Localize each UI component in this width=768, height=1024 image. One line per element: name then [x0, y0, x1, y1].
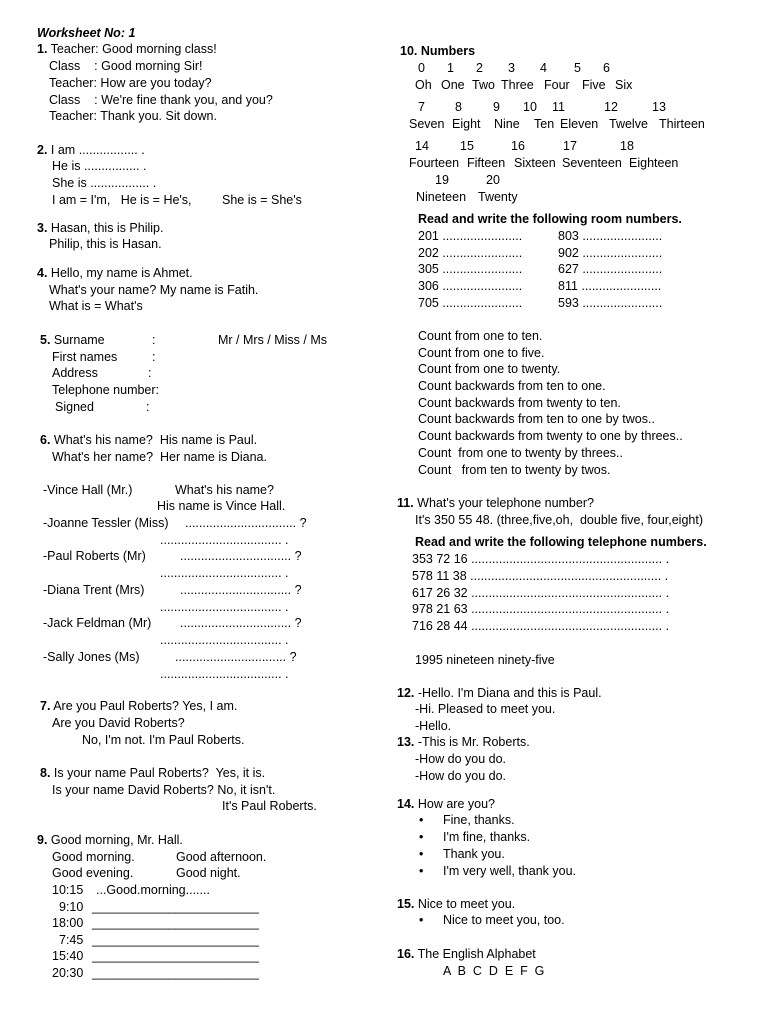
- time-1-answer: ...Good.morning.......: [96, 883, 210, 897]
- worksheet-title: Worksheet No: 1: [37, 26, 136, 40]
- number-word: Six: [615, 78, 633, 92]
- count-instruction: Count from one to ten.: [418, 329, 543, 343]
- count-instruction: Count backwards from twenty to ten.: [418, 396, 621, 410]
- room-left: 201 .......................: [418, 229, 523, 243]
- alphabet-letters: A B C D E F G: [443, 964, 545, 978]
- time-2: 9:10: [59, 900, 84, 914]
- section-15-line-1: [397, 896, 515, 912]
- bullet-item: • I'm very well, thank you.: [443, 863, 576, 879]
- section-4-line-3: What is = What's: [49, 299, 143, 313]
- bullet-item: • I'm fine, thanks.: [443, 829, 530, 845]
- name-diana: -Diana Trent (Mrs): [43, 583, 145, 597]
- section-number: 9.: [37, 833, 48, 847]
- section-5-telephone: Telephone number:: [52, 383, 160, 397]
- text: The English Alphabet: [414, 947, 536, 961]
- room-numbers-heading: Read and write the following room numbers.: [418, 212, 682, 226]
- digit: 15: [460, 139, 474, 153]
- digit: 13: [652, 100, 666, 114]
- room-right: 902 .......................: [558, 246, 663, 260]
- colon: :: [152, 333, 156, 347]
- bullet-item: • Nice to meet you, too.: [443, 912, 565, 928]
- section-8-line-1: [40, 765, 265, 781]
- answer-blank: ................................... .: [160, 667, 289, 681]
- section-12-line-1: [397, 685, 602, 701]
- section-5-address: Address: [52, 366, 98, 380]
- question-blank: ................................ ?: [175, 650, 297, 664]
- section-number: 6.: [40, 433, 51, 447]
- digit: 12: [604, 100, 618, 114]
- greeting-evening: Good evening.: [52, 866, 134, 880]
- section-4-line-1: [37, 265, 193, 281]
- section-3-line-1: [37, 220, 163, 236]
- digit: 6: [603, 61, 610, 75]
- text: I am ................. .: [47, 143, 145, 157]
- digit: 7: [418, 100, 425, 114]
- count-instruction: Count from one to twenty by threes..: [418, 446, 623, 460]
- digit: 2: [476, 61, 483, 75]
- digit: 9: [493, 100, 500, 114]
- digit: 14: [415, 139, 429, 153]
- digit: 5: [574, 61, 581, 75]
- answer-blank: ................................... .: [160, 633, 289, 647]
- section-1-line-5: Teacher: Thank you. Sit down.: [49, 109, 217, 123]
- text: -This is Mr. Roberts.: [414, 735, 530, 749]
- time-5: 15:40: [52, 949, 84, 963]
- section-number: 16.: [397, 947, 415, 961]
- count-instruction: Count backwards from ten to one by twos..: [418, 412, 655, 426]
- section-8-line-3: It's Paul Roberts.: [222, 799, 317, 813]
- section-number: 5.: [40, 333, 51, 347]
- colon: :: [146, 400, 150, 414]
- section-number: 12.: [397, 686, 415, 700]
- section-number: 13.: [397, 735, 415, 749]
- section-number: 10.: [400, 44, 418, 58]
- text: Are you Paul Roberts? Yes, I am.: [50, 699, 238, 713]
- count-instruction: Count from one to twenty.: [418, 362, 561, 376]
- room-right: 803 .......................: [558, 229, 663, 243]
- digit: 20: [486, 173, 500, 187]
- number-word: Seventeen: [562, 156, 622, 170]
- bullet-item: • Fine, thanks.: [443, 812, 515, 828]
- question-blank: ................................ ?: [180, 549, 302, 563]
- number-word: Nineteen: [416, 190, 467, 204]
- section-13-line-3: -How do you do.: [415, 769, 507, 783]
- room-left: 305 .......................: [418, 262, 523, 276]
- section-3-line-2: Philip, this is Hasan.: [49, 237, 162, 251]
- answer-line: ________________________: [92, 916, 259, 930]
- section-2-line-2: He is ................ .: [52, 159, 147, 173]
- number-word: Two: [472, 78, 495, 92]
- bullet-item: • Thank you.: [443, 846, 505, 862]
- section-14-line-1: [397, 796, 495, 812]
- section-7-line-3: No, I'm not. I'm Paul Roberts.: [82, 733, 245, 747]
- section-5-surname: [40, 332, 105, 348]
- text: Nice to meet you.: [414, 897, 516, 911]
- section-10-heading: [400, 43, 475, 59]
- name-vince: -Vince Hall (Mr.): [43, 483, 133, 497]
- text: Hasan, this is Philip.: [47, 221, 164, 235]
- name-jack: -Jack Feldman (Mr): [43, 616, 152, 630]
- count-instruction: Count backwards from ten to one.: [418, 379, 606, 393]
- section-1-line-3: Teacher: How are you today?: [49, 76, 212, 90]
- text: Hello, my name is Ahmet.: [47, 266, 193, 280]
- digit: 8: [455, 100, 462, 114]
- section-5-titles: Mr / Mrs / Miss / Ms: [218, 333, 328, 347]
- answer-line: ________________________: [92, 966, 259, 980]
- section-1-line-2: Class : Good morning Sir!: [49, 59, 203, 73]
- answer-line: ________________________: [92, 949, 259, 963]
- number-word: Five: [582, 78, 606, 92]
- section-13-line-1: [397, 734, 530, 750]
- section-8-line-2: Is your name David Roberts? No, it isn't.: [52, 783, 276, 797]
- answer-blank: ................................... .: [160, 533, 289, 547]
- number-word: Eighteen: [629, 156, 679, 170]
- room-left: 202 .......................: [418, 246, 523, 260]
- question-blank: ................................ ?: [185, 516, 307, 530]
- section-12-line-2: -Hi. Pleased to meet you.: [415, 702, 556, 716]
- section-1-line-1: [37, 41, 217, 57]
- section-6-line-2: What's her name? Her name is Diana.: [52, 450, 267, 464]
- digit: 17: [563, 139, 577, 153]
- number-word: Nine: [494, 117, 520, 131]
- number-word: Twenty: [478, 190, 518, 204]
- number-word: Eight: [452, 117, 481, 131]
- digit: 4: [540, 61, 547, 75]
- section-5-signed: Signed: [55, 400, 94, 414]
- section-6-line-1: [40, 432, 257, 448]
- digit: 1: [447, 61, 454, 75]
- text: Good morning, Mr. Hall.: [47, 833, 183, 847]
- answer-line: ________________________: [92, 900, 259, 914]
- number-word: Ten: [534, 117, 555, 131]
- number-word: Sixteen: [514, 156, 556, 170]
- phone-number: 716 28 44 ....................................................... .: [412, 619, 670, 633]
- answer-line: ________________________: [92, 933, 259, 947]
- digit: 11: [552, 100, 565, 114]
- section-2-line-3: She is ................. .: [52, 176, 157, 190]
- room-right: 593 .......................: [558, 296, 663, 310]
- section-11-line-2: It's 350 55 48. (three,five,oh, double five, four,eight): [415, 513, 703, 527]
- text: Teacher: Good morning class!: [47, 42, 217, 56]
- section-number: 1.: [37, 42, 48, 56]
- number-word: Thirteen: [659, 117, 705, 131]
- section-2-line-5: She is = She's: [222, 193, 302, 207]
- digit: 19: [435, 173, 449, 187]
- text: -Hello. I'm Diana and this is Paul.: [414, 686, 602, 700]
- section-number: 2.: [37, 143, 48, 157]
- number-word: Oh: [415, 78, 432, 92]
- section-1-line-4: Class : We're fine thank you, and you?: [49, 93, 273, 107]
- count-instruction: Count from one to five.: [418, 346, 545, 360]
- time-6: 20:30: [52, 966, 84, 980]
- number-word: Twelve: [609, 117, 648, 131]
- room-left: 705 .......................: [418, 296, 523, 310]
- question-blank: ................................ ?: [180, 583, 302, 597]
- time-3: 18:00: [52, 916, 84, 930]
- digit: 3: [508, 61, 515, 75]
- number-word: Fourteen: [409, 156, 460, 170]
- question-blank: ................................ ?: [180, 616, 302, 630]
- text: What's your telephone number?: [413, 496, 594, 510]
- section-number: 3.: [37, 221, 48, 235]
- section-number: 15.: [397, 897, 415, 911]
- section-7-line-1: [40, 698, 237, 714]
- text: Is your name Paul Roberts? Yes, it is.: [50, 766, 266, 780]
- text: What's his name? His name is Paul.: [50, 433, 258, 447]
- section-number: 14.: [397, 797, 415, 811]
- time-1: 10:15: [52, 883, 84, 897]
- section-9-line-1: [37, 832, 183, 848]
- number-word: Three: [501, 78, 534, 92]
- colon: :: [152, 350, 156, 364]
- answer-blank: ................................... .: [160, 600, 289, 614]
- number-word: Fifteen: [467, 156, 506, 170]
- number-word: Seven: [409, 117, 445, 131]
- question-example: What's his name?: [175, 483, 274, 497]
- count-instruction: Count backwards from twenty to one by threes..: [418, 429, 683, 443]
- name-joanne: -Joanne Tessler (Miss): [43, 516, 169, 530]
- number-word: One: [441, 78, 465, 92]
- text: How are you?: [414, 797, 495, 811]
- section-number: 4.: [37, 266, 48, 280]
- colon: :: [148, 366, 152, 380]
- phone-number: 978 21 63 ....................................................... .: [412, 602, 670, 616]
- section-16-line-1: [397, 946, 536, 962]
- phone-number: 617 26 32 ....................................................... .: [412, 586, 670, 600]
- digit: 0: [418, 61, 425, 75]
- greeting-afternoon: Good afternoon.: [176, 850, 267, 864]
- number-word: Four: [544, 78, 570, 92]
- section-2-line-1: [37, 142, 145, 158]
- room-left: 306 .......................: [418, 279, 523, 293]
- digit: 10: [523, 100, 537, 114]
- section-number: 7.: [40, 699, 51, 713]
- phone-number: 578 11 38 ....................................................... .: [412, 569, 669, 583]
- text: Numbers: [417, 44, 476, 58]
- name-sally: -Sally Jones (Ms): [43, 650, 140, 664]
- name-paul: -Paul Roberts (Mr): [43, 549, 146, 563]
- section-11-line-1: [397, 495, 594, 511]
- digit: 16: [511, 139, 525, 153]
- section-5-first-names: First names: [52, 350, 118, 364]
- section-12-line-3: -Hello.: [415, 719, 452, 733]
- digit: 18: [620, 139, 634, 153]
- answer-example: His name is Vince Hall.: [157, 499, 286, 513]
- time-4: 7:45: [59, 933, 84, 947]
- section-13-line-2: -How do you do.: [415, 752, 507, 766]
- answer-blank: ................................... .: [160, 566, 289, 580]
- count-instruction: Count from ten to twenty by twos.: [418, 463, 611, 477]
- section-number: 11.: [397, 496, 414, 510]
- section-4-line-2: What's your name? My name is Fatih.: [49, 283, 259, 297]
- phone-number: 353 72 16 ....................................................... .: [412, 552, 670, 566]
- greeting-morning: Good morning.: [52, 850, 135, 864]
- number-word: Eleven: [560, 117, 599, 131]
- room-right: 811 .......................: [558, 279, 662, 293]
- room-right: 627 .......................: [558, 262, 663, 276]
- section-2-line-4: I am = I'm, He is = He's,: [52, 193, 192, 207]
- section-7-line-2: Are you David Roberts?: [52, 716, 185, 730]
- telephone-heading: Read and write the following telephone numbers.: [415, 535, 707, 549]
- section-number: 8.: [40, 766, 51, 780]
- greeting-night: Good night.: [176, 866, 241, 880]
- text: Surname: [50, 333, 105, 347]
- year-example: 1995 nineteen ninety-five: [415, 653, 555, 667]
